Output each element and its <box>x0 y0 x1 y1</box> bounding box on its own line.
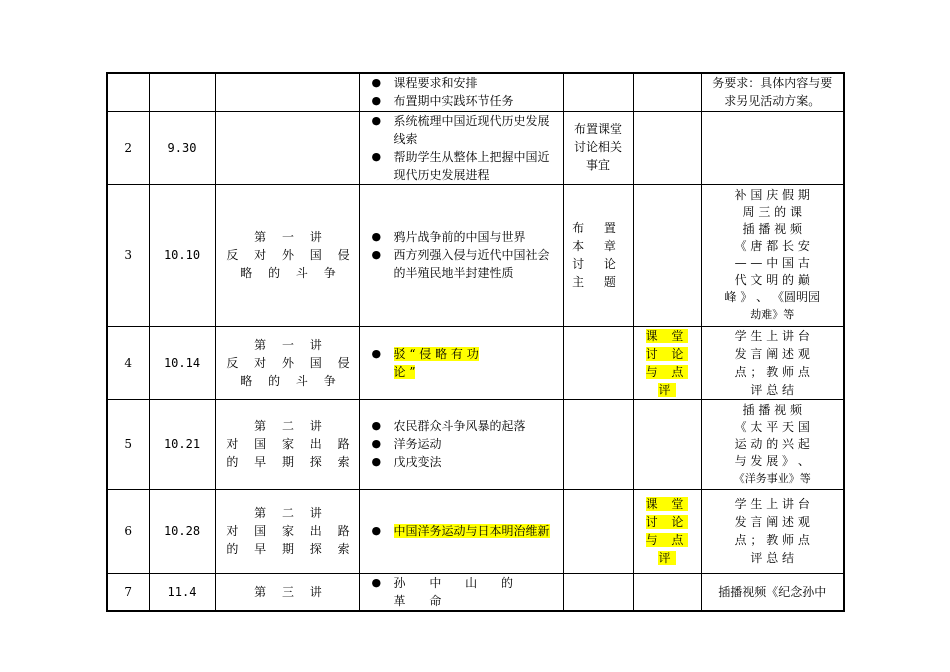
row-date: 10.14 <box>149 326 215 399</box>
row-content <box>359 326 563 399</box>
list-item: ● 驳 “ 侵 略 有 功 论 ” <box>371 346 479 379</box>
table-row <box>107 489 844 573</box>
list-item: ● 孙 中 山 的 革 命 <box>371 575 523 608</box>
row-remark: 插播视频《纪念孙中 <box>701 573 844 611</box>
row-mid: 课 堂 讨 论 与 点 评 <box>633 489 701 573</box>
table-row <box>107 73 844 111</box>
bullet-icon: ● <box>371 346 382 360</box>
row-content <box>359 184 563 326</box>
row-mid <box>633 399 701 489</box>
row-date: 11.4 <box>149 573 215 611</box>
list-item: ● 鸦片战争前的中国与世界 <box>371 230 526 244</box>
row-content <box>359 111 563 184</box>
bullet-icon: ● <box>371 575 382 589</box>
row-remark: 插 播 视 频 《 太 平 天 国 运 动 的 兴 起 与 发 展 》 、 《洋务事业》等 <box>701 399 844 489</box>
row-date: 9.30 <box>149 111 215 184</box>
row-date: 10.28 <box>149 489 215 573</box>
table-row <box>107 399 844 489</box>
list-item: ● 洋务运动 <box>371 437 442 451</box>
row-number: 7 <box>107 573 149 611</box>
bullet-icon: ● <box>371 149 382 163</box>
bullet-icon: ● <box>371 113 382 127</box>
bullet-icon: ● <box>371 455 382 468</box>
row-discussion: 布置课堂 讨论相关 事宜 <box>563 111 633 184</box>
row-mid: 课 堂 讨 论 与 点 评 <box>633 326 701 399</box>
row-topic: 第 一 讲 反 对 外 国 侵 略 的 斗 争 <box>215 184 359 326</box>
row-number: 5 <box>107 399 149 489</box>
bullet-icon: ● <box>371 76 382 90</box>
row-mid <box>633 573 701 611</box>
row-discussion <box>563 489 633 573</box>
row-number <box>107 73 149 111</box>
schedule-table <box>106 72 845 612</box>
row-remark <box>701 111 844 184</box>
list-item: ● 中国洋务运动与日本明治维新 <box>371 524 550 538</box>
row-number: 2 <box>107 111 149 184</box>
row-date: 10.10 <box>149 184 215 326</box>
row-number: 6 <box>107 489 149 573</box>
row-topic <box>215 111 359 184</box>
row-mid <box>633 73 701 111</box>
table-row <box>107 184 844 326</box>
bullet-icon: ● <box>371 230 382 243</box>
row-number: 3 <box>107 184 149 326</box>
row-discussion: 布 置 本 章 讨 论 主 题 <box>563 184 633 326</box>
row-date <box>149 73 215 111</box>
row-topic: 第 二 讲 对 国 家 出 路 的 早 期 探 索 <box>215 489 359 573</box>
list-item: ● 戊戌变法 <box>371 455 442 469</box>
row-discussion <box>563 73 633 111</box>
table-row <box>107 326 844 399</box>
table-row <box>107 111 844 184</box>
row-discussion <box>563 326 633 399</box>
row-content <box>359 73 563 111</box>
row-mid <box>633 184 701 326</box>
list-item: ● 西方列强入侵与近代中国社会 的半殖民地半封建性质 <box>371 248 550 280</box>
row-number: 4 <box>107 326 149 399</box>
list-item: ● 系统梳理中国近现代历史发展 线索 <box>371 113 550 146</box>
list-item: ● 帮助学生从整体上把握中国近 现代历史发展进程 <box>371 149 550 182</box>
row-topic <box>215 73 359 111</box>
bullet-icon: ● <box>371 94 382 108</box>
row-remark: 务要求：具体内容与要 求另见活动方案。 <box>701 73 844 111</box>
row-topic: 第 三 讲 <box>215 573 359 611</box>
row-topic: 第 二 讲 对 国 家 出 路 的 早 期 探 索 <box>215 399 359 489</box>
row-content <box>359 573 563 611</box>
bullet-icon: ● <box>371 419 382 432</box>
row-remark: 学 生 上 讲 台 发 言 阐 述 观 点 ； 教 师 点 评 总 结 <box>701 489 844 573</box>
row-remark: 学 生 上 讲 台 发 言 阐 述 观 点 ； 教 师 点 评 总 结 <box>701 326 844 399</box>
row-topic: 第 一 讲 反 对 外 国 侵 略 的 斗 争 <box>215 326 359 399</box>
list-item: ● 农民群众斗争风暴的起落 <box>371 419 526 433</box>
row-content <box>359 399 563 489</box>
row-discussion <box>563 573 633 611</box>
bullet-icon: ● <box>371 524 382 537</box>
list-item: ● 课程要求和安排 <box>371 76 478 91</box>
row-discussion <box>563 399 633 489</box>
row-remark: 补 国 庆 假 期 周 三 的 课 插 播 视 频 《 唐 都 长 安 — — 中 国 古 代 文 明 的 巅 峰 》 、 《圆明园 劫难》等 <box>701 184 844 326</box>
list-item: ● 布置期中实践环节任务 <box>371 94 514 109</box>
row-date: 10.21 <box>149 399 215 489</box>
bullet-icon: ● <box>371 248 382 261</box>
bullet-icon: ● <box>371 437 382 450</box>
table-row <box>107 573 844 611</box>
row-content <box>359 489 563 573</box>
row-mid <box>633 111 701 184</box>
